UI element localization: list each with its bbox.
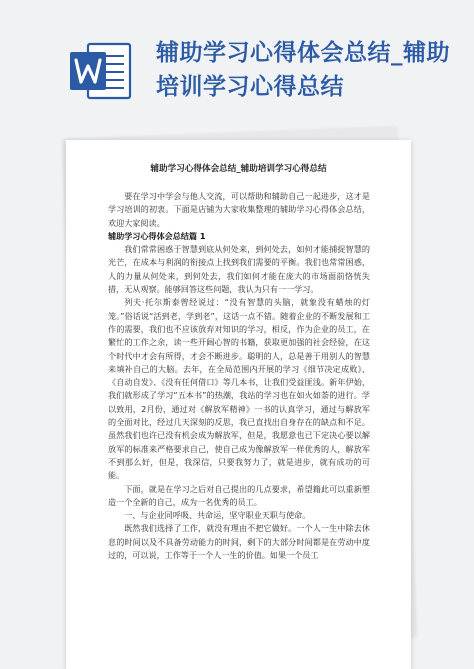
body-paragraph: 我们常常困惑于智慧到底从何处来，到何处去，如何才能捕捉智慧的光芒，在成本与利润的衔接点上找到我们需要的平衡。我们也常常困惑，人的力量从何处来，到何处去，我们如何才能在庞大的市场面前恪恍失措，无从观察。能够回答这些问题，我认为只有一一学习。 [108,244,370,295]
document-page [66,140,411,669]
intro-paragraph: 要在学习中学会与他人交流，可以帮助和辅助自己一起进步，这才是学习培训的初衷。下面是店铺为大家收集整理的辅助学习心得体会总结，欢迎大家阅读。 [108,191,370,228]
body-paragraph: 下面，就是在学习之后对自己提出的几点要求，希望籍此可以重新塑造一个全新的自己，成为一名优秀的员工。 [108,483,370,507]
body-paragraph: 列夫·托尔斯泰曾经说过：“没有智慧的头脑，就象没有蜡烛的灯笼。”俗话说“活到老，学到老”，这话一点不错。随着企业的不断发展和工作的需要，我们也不应该放弃对知识的学习，相反，作为企业的员工，在繁忙的工作之余，读一些开阔心智的书籍，获取更加强的社会经验，在这个时代中才会有所得，才会不断进步。聪明的人，总是善于用别人的智慧来填补自己的大脑。去年，在全局范围内开展的学习《细节决定成败》、《自动自发》、《没有任何借口》等几本书，让我们受益匪浅。新年伊始，我们就形成了学习“五本书”的热潮，我站的学习也在如火如荼的进行。学以致用，2月份，通过对《解放军精神》一书的认真学习，通过与解放军的全面对比，经过几天深刻的反思，我已直找出自身存在的缺点和不足。虽然我们也许已没有机会成为解放军，但是，我愿意也已下定决心要以解放军的标准来严格要求自己，使自己成为像解放军一样优秀的人，解放军不到那么好，但是，我深信，只要我努力了，就是进步，就有成功的可能。 [108,297,370,481]
document-title: 辅助学习心得体会总结_辅助培训学习心得总结 [150,164,327,174]
word-document-icon [68,38,134,104]
body-paragraph: 既然我们选择了工作，就没有理由不把它做好。一个人一生中除去休息的时间以及不具备劳动能力的时间，剩下的大部分时间都是在劳动中度过的，可以说，工作等于一个人一生的价值。如果一个员工 [108,523,370,561]
body-paragraph: 一、与企业同呼吸、共命运，坚守职业天职与使命。 [124,510,311,521]
header [0,0,474,120]
page-title: 辅助学习心得体会总结_辅助培训学习心得总结 [156,40,450,100]
section-heading: 辅助学习心得体会总结篇 1 [108,230,206,241]
document-body [108,190,370,562]
